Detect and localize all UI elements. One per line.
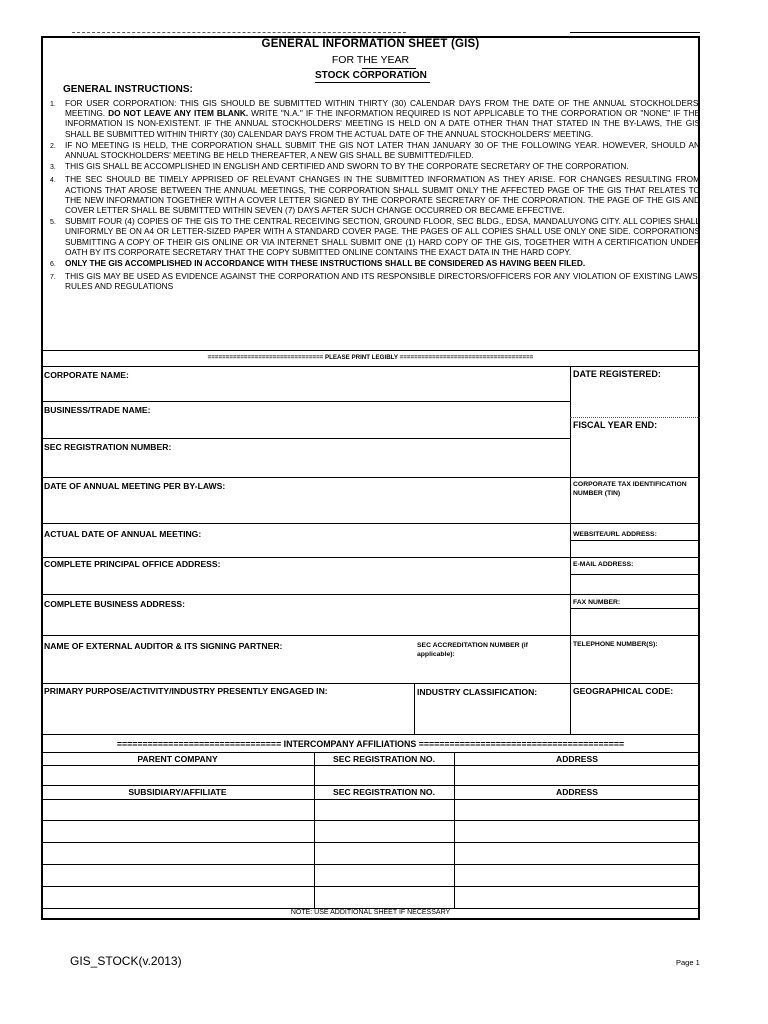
parent-sec-reg-header: SEC REGISTRATION NO. [332,754,436,764]
table-row [41,864,700,865]
email-address-label: E-MAIL ADDRESS: [573,561,634,568]
instruction-number: 6. [50,261,56,269]
business-trade-name-label: BUSINESS/TRADE NAME: [44,405,151,415]
principal-office-address-label: COMPLETE PRINCIPAL OFFICE ADDRESS: [44,559,221,569]
annual-meeting-bylaws-label: DATE OF ANNUAL MEETING PER BY-LAWS: [44,481,226,491]
section-divider [41,752,700,753]
instruction-number: 7. [50,274,56,282]
instruction-text [65,174,700,215]
top-dashed-line [72,32,406,33]
row-line [570,523,700,524]
instruction-item [48,216,700,257]
instruction-item [48,271,700,291]
page-number: Page 1 [676,958,700,967]
for-the-year-label: FOR THE YEAR [331,54,410,66]
instruction-text-part: THIS GIS MAY BE USED AS EVIDENCE AGAINST THE CORPORATION AND ITS RESPONSIBLE DIRECTORS/OFFICERS FOR ANY VIOLATION OF EXISTING LAWS, RULES AND REGULATIONS [65,271,700,292]
corporate-tin-label: CORPORATE TAX IDENTIFICATION NUMBER (TIN) [573,481,687,497]
instruction-number: 4. [50,177,56,185]
subsidiary-affiliate-header: SUBSIDIARY/AFFILIATE [128,787,227,797]
column-divider [570,366,571,734]
column-divider [314,752,315,908]
instruction-number: 1. [50,101,56,108]
instruction-text [65,161,700,173]
corporate-name-label: CORPORATE NAME: [44,370,129,380]
instruction-text [65,98,700,139]
instruction-text-part: THE SEC SHOULD BE TIMELY APPRISED OF RELEVANT CHANGES IN THE SUBMITTED INFORMATION AS THEY ARISE. FOR CHANGES RESULTING FROM ACTIONS THAT AROSE BETWEEN THE ANNUAL MEETINGS, THE CORPORATION SHALL SUBMIT ONLY THE AFFECTED PAGE OF THE GIS THAT RELATES TO THE NEW INFORMATION TOGETHER WITH A COVER LETTER SIGNED BY THE CORPORATE SECRETARY OF THE CORPORATION. THE PAGE OF THE GIS AND COVER LETTER SHALL BE SUBMITTED WITHIN SEVEN (7) DAYS AFTER SUCH CHANGE OCCURRED OR BECAME EFFECTIVE. [65,174,700,216]
table-row [41,886,700,887]
instruction-item [48,174,700,215]
row-line [570,608,700,609]
instruction-item [48,258,700,270]
subsidiary-address-header: ADDRESS [555,787,599,797]
row-line [41,438,570,439]
date-registered-label: DATE REGISTERED: [573,369,661,379]
row-line [570,594,700,595]
fiscal-year-end-label: FISCAL YEAR END: [573,420,658,430]
form-subtitle: STOCK CORPORATION [315,70,427,81]
print-legibly-banner: ================================ PLEASE PRINT LEGIBLY ===================================== [207,354,534,361]
row-line [41,557,570,558]
row-line [570,683,700,684]
instruction-text-part: WRITE "N.A." IF THE INFORMATION REQUIRED IS NOT APPLICABLE TO THE CORPORATION OR "NONE" IF THE INFORMATION IS NON-EXISTENT. IF THE ANNUAL STOCKHOLDERS' MEETING IS HELD ON A DATE OTHER THAN THAT STATED IN THE BY-LAWS, THE GIS SHALL BE SUBMITTED WITHIN THIRTY (30) CALENDAR DAYS FROM THE ACTUAL DATE OF THE ANNUAL STOCKHOLDERS' MEETING. [65,108,700,139]
row-line [570,540,700,541]
telephone-numbers-label: TELEPHONE NUMBER(S): [573,641,658,648]
business-address-label: COMPLETE BUSINESS ADDRESS: [44,599,186,609]
row-line [41,477,570,478]
primary-purpose-label: PRIMARY PURPOSE/ACTIVITY/INDUSTRY PRESENTLY ENGAGED IN: [44,686,328,696]
instructions-list [48,98,700,293]
instruction-text-part: THIS GIS SHALL BE ACCOMPLISHED IN ENGLISH AND CERTIFIED AND SWORN TO BY THE CORPORATE SECRETARY OF THE CORPORATION. [65,161,629,172]
instruction-text [65,216,700,257]
instruction-number: 2. [50,142,56,150]
row-line [41,785,700,786]
row-line [41,635,570,636]
instruction-text [65,271,700,291]
instruction-text [65,258,700,270]
row-dotted-line [570,417,700,418]
section-divider [41,366,700,367]
industry-classification-label: INDUSTRY CLASSIFICATION: [417,687,538,697]
subsidiary-sec-reg-header: SEC REGISTRATION NO. [332,787,436,797]
instruction-text-part: IF NO MEETING IS HELD, THE CORPORATION SHALL SUBMIT THE GIS NOT LATER THAN JANUARY 30 OF THE FOLLOWING YEAR. HOWEVER, SHOULD AN ANNUAL STOCKHOLDERS' MEETING BE HELD THEREAFTER, A NEW GIS SHALL BE SUBMITTED/FILED. [65,139,700,161]
year-input-line[interactable] [362,68,416,69]
sec-accreditation-label: SEC ACCREDITATION NUMBER (if applicable): [417,642,528,658]
section-divider [41,350,700,351]
row-line [570,477,700,478]
fax-number-label: FAX NUMBER: [573,599,621,606]
row-line [570,557,700,558]
form-code: GIS_STOCK(v.2013) [70,954,182,968]
row-line [570,635,700,636]
parent-company-header: PARENT COMPANY [137,754,218,764]
parent-address-header: ADDRESS [555,754,599,764]
row-line [41,523,570,524]
instruction-item [48,161,700,173]
table-row [41,820,700,821]
top-right-line [570,32,700,33]
column-divider [414,683,415,734]
row-line [41,799,700,800]
website-url-label: WEBSITE/URL ADDRESS: [573,531,657,538]
instruction-text [65,140,700,160]
instruction-bold-part: ONLY THE GIS ACCOMPLISHED IN ACCORDANCE WITH THESE INSTRUCTIONS SHALL BE CONSIDERED AS HAVING BEEN FILED. [65,258,586,269]
instruction-text-part: SUBMIT FOUR (4) COPIES OF THE GIS TO THE CENTRAL RECEIVING SECTION, GROUND FLOOR, SEC BLDG., EDSA, MANDALUYONG CITY. ALL COPIES SHALL UNIFORMLY BE ON A4 OR LETTER-SIZED PAPER WITH A STANDARD COVER PAGE. THE PAGES OF ALL COPIES SHALL USE ONLY ONE SIDE. CORPORATIONS SUBMITTING A COPY OF THEIR GIS ONLINE OR VIA INTERNET SHALL SUBMIT ONE (1) HARD COPY OF THE GIS, TOGETHER WITH A CERTIFICATION UNDER OATH BY ITS CORPORATE SECRETARY THAT THE COPY SUBMITTED ONLINE CONTAINS THE EXACT DATA IN THE HARD COPY. [65,216,700,257]
form-title: GENERAL INFORMATION SHEET (GIS) [261,38,480,50]
sec-registration-number-label: SEC REGISTRATION NUMBER: [44,442,172,452]
external-auditor-label: NAME OF EXTERNAL AUDITOR & ITS SIGNING PARTNER: [44,641,283,651]
instruction-number: 5. [50,219,56,227]
row-line [41,683,570,684]
instruction-number: 3. [50,164,56,172]
column-divider [454,752,455,908]
instruction-item [48,98,700,139]
section-divider [41,734,700,735]
actual-annual-meeting-label: ACTUAL DATE OF ANNUAL MEETING: [44,529,202,539]
instructions-heading: GENERAL INSTRUCTIONS: [63,84,193,95]
instruction-bold-part: DO NOT LEAVE ANY ITEM BLANK. [108,108,249,119]
table-row [41,842,700,843]
affiliations-heading: ================================ INTERCOMPANY AFFILIATIONS ======================================== [116,739,625,749]
row-line [41,401,570,402]
instruction-item [48,140,700,160]
subtitle-underline [315,82,430,83]
additional-sheet-note: NOTE: USE ADDITIONAL SHEET IF NECESSARY [290,909,451,916]
row-line [41,594,570,595]
geographical-code-label: GEOGRAPHICAL CODE: [573,686,674,696]
instruction-text-part: FOR USER CORPORATION: THIS GIS SHOULD BE SUBMITTED WITHIN THIRTY (30) CALENDAR DAYS FROM THE DATE OF THE ANNUAL STOCKHOLDERS' MEETING. [65,98,700,119]
row-line [570,574,700,575]
row-line [41,765,700,766]
